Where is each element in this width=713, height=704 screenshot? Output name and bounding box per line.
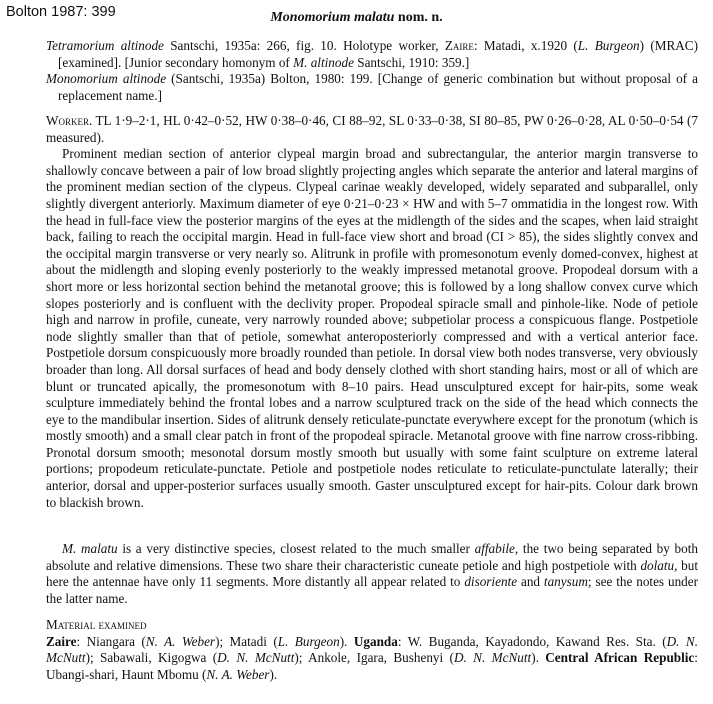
material-examined [46,617,698,683]
synonymy-text: Santschi, 1935a: 266, fig. 10. Holotype worker, [163,38,445,53]
collector-name: D. N. McNutt [217,650,295,666]
synonymy-text: : Matadi, x.1920 ( [473,38,578,53]
discussion-span: ; see the notes under the latter name. [46,574,698,606]
taxon-name: Tetramorium altinode [46,38,164,53]
discussion-paragraph [46,541,698,607]
species-name: Monomorium malatu [270,10,395,25]
material-span: ). [531,650,546,666]
country-name: Central African Republic [545,650,695,666]
title-status: nom. n. [397,10,443,25]
material-span: ); Ankole, Igara, Bushenyi ( [294,650,454,666]
material-span: : W. Buganda, Kayadondo, Kawand Res. Sta. ( [397,633,667,649]
material-span: : Ubangi-shari, Haunt Mbomu ( [46,650,698,682]
species-title [0,10,713,26]
country-name: Zaire [444,38,474,53]
taxon-name: M. malatu [62,541,118,556]
measurement-text: . TL 1·9–2·1, HL 0·42–0·52, HW 0·38–0·46, CI 88–92, SL 0·33–0·38, SI 80–85, PW 0·26–0·28, AL 0·50–0·54 (7 measured). [46,113,698,145]
discussion-text [46,541,698,607]
material-span: ); Sabawali, Kigogwa ( [85,650,218,666]
material-span: : Niangara ( [76,633,146,649]
page-reference: Bolton 1987: 399 [6,4,116,20]
material-heading: Material examined [46,617,147,632]
taxon-name: Monomorium altinode [46,71,167,87]
collector-name: L. Burgeon [577,38,640,53]
discussion-span: , the two being separated by both absolute and relative dimensions. These two share their characteristic cuneate petiole and high postpetiole with [46,541,698,573]
collector-name: N. A. Weber [206,666,270,682]
taxon-name: tanysum [543,574,588,590]
material-span: ). [269,666,278,682]
collector-name: D. N. McNutt [453,650,532,666]
synonymy-text: Santschi, 1910: 359.] [353,54,470,70]
taxon-name: dolatu [640,557,675,573]
discussion-span: and [517,574,544,590]
section-label: Worker [46,113,89,128]
taxon-name: M. altinode [293,54,354,70]
synonymy-entry [46,38,698,71]
worker-description [46,113,698,511]
collector-name: N. A. Weber [145,633,216,649]
taxon-name: disoriente [464,574,518,590]
country-name: Uganda [353,633,398,649]
material-span: ). [339,633,354,649]
synonymy-text: (Santschi, 1935a) Bolton, 1980: 199. [Change of generic combination but without proposal of a replacement name.] [58,71,698,103]
synonymy-entry [46,71,698,104]
discussion-span: , but here the antennae have only 11 segments. More distantly all appear related to [46,557,698,590]
discussion-span: is a very distinctive species, closest related to the much smaller [117,541,475,556]
material-list [46,634,698,684]
country-name: Zaire [46,633,77,649]
synonymy-block [46,38,698,104]
collector-name: L. Burgeon [277,633,340,649]
taxon-name: affabile [474,541,515,556]
material-span: ); Matadi ( [215,633,278,649]
description-paragraph: Prominent median section of anterior clypeal margin broad and subrectangular, the anterior margin transverse to shallowly concave between a pair of low broad slightly projecting angles which separate the anterior and lateral margins of the prominent median section of the clypeus. Clypeal carinae weakly developed, widely separated and subparallel, only slightly divergent anteriorly. Maximum diameter of eye 0·21–0·23 × HW and with 5–7 ommatidia in the longest row. With the head in full-face view the posterior margins of the eyes at the midlength of the sides and the scapes, when laid straight back, failing to reach the occipital margin. Head in full-face view short and broad (CI > 85), the sides slightly convex and the occipital margin transverse or very nearly so. Alitrunk in profile with promesonotum evenly domed-convex, highest at about the midlength and sloping evenly posteriorly to the weakly impressed metanotal groove. Propodeal dorsum with a short more or less horizontal section behind the metanotal groove; this is followed by a long shallow convex curve which slopes posteriorly and is confluent with the declivity proper. Propodeal spiracle small and pinhole-like. Node of petiole high and narrow in profile, cuneate, very narrowly rounded above; subpetiolar process a conspicuous flange. Postpetiole node slightly smaller than that of petiole, somewhat anteroposteriorly compressed and with a vertical anterior face. Postpetiole dorsum conspicuously more broadly rounded than petiole. In dorsal view both nodes transverse, very obviously broader than long. All dorsal surfaces of head and body densely clothed with short standing hairs, most or all of which are blunt or truncated apically, the promesonotum with 8–10 pairs. Head unsculptured except for hair-pits, some weak sculpture immediately behind the frontal lobes and a narrow sculptured track on the side of the head which connects the eye to the mandibular insertion. Sides of alitrunk densely reticulate-punctate everywhere except for the pronotum (which is mostly smooth) and a small clear patch in front of the propodeal spiracle. Metanotal groove with fine narrow cross-ribbing. Pronotal dorsum smooth; mesonotal dorsum mostly smooth but usually with some faint sculpture on extreme lateral portions; propodeum reticulate-punctate. Petiole and postpetiole nodes reticulate to reticulate-punctulate laterally; their anterior, dorsal and upper-posterior surfaces usually smooth. Gaster unsculptured except for hair-pits. Colour dark brown to blackish brown. [46,146,698,510]
synonymy-text: ) (MRAC) [examined]. [Junior secondary homonym of [58,38,698,70]
worker-measurements [46,113,698,146]
collector-name: D. N. McNutt [46,633,698,666]
